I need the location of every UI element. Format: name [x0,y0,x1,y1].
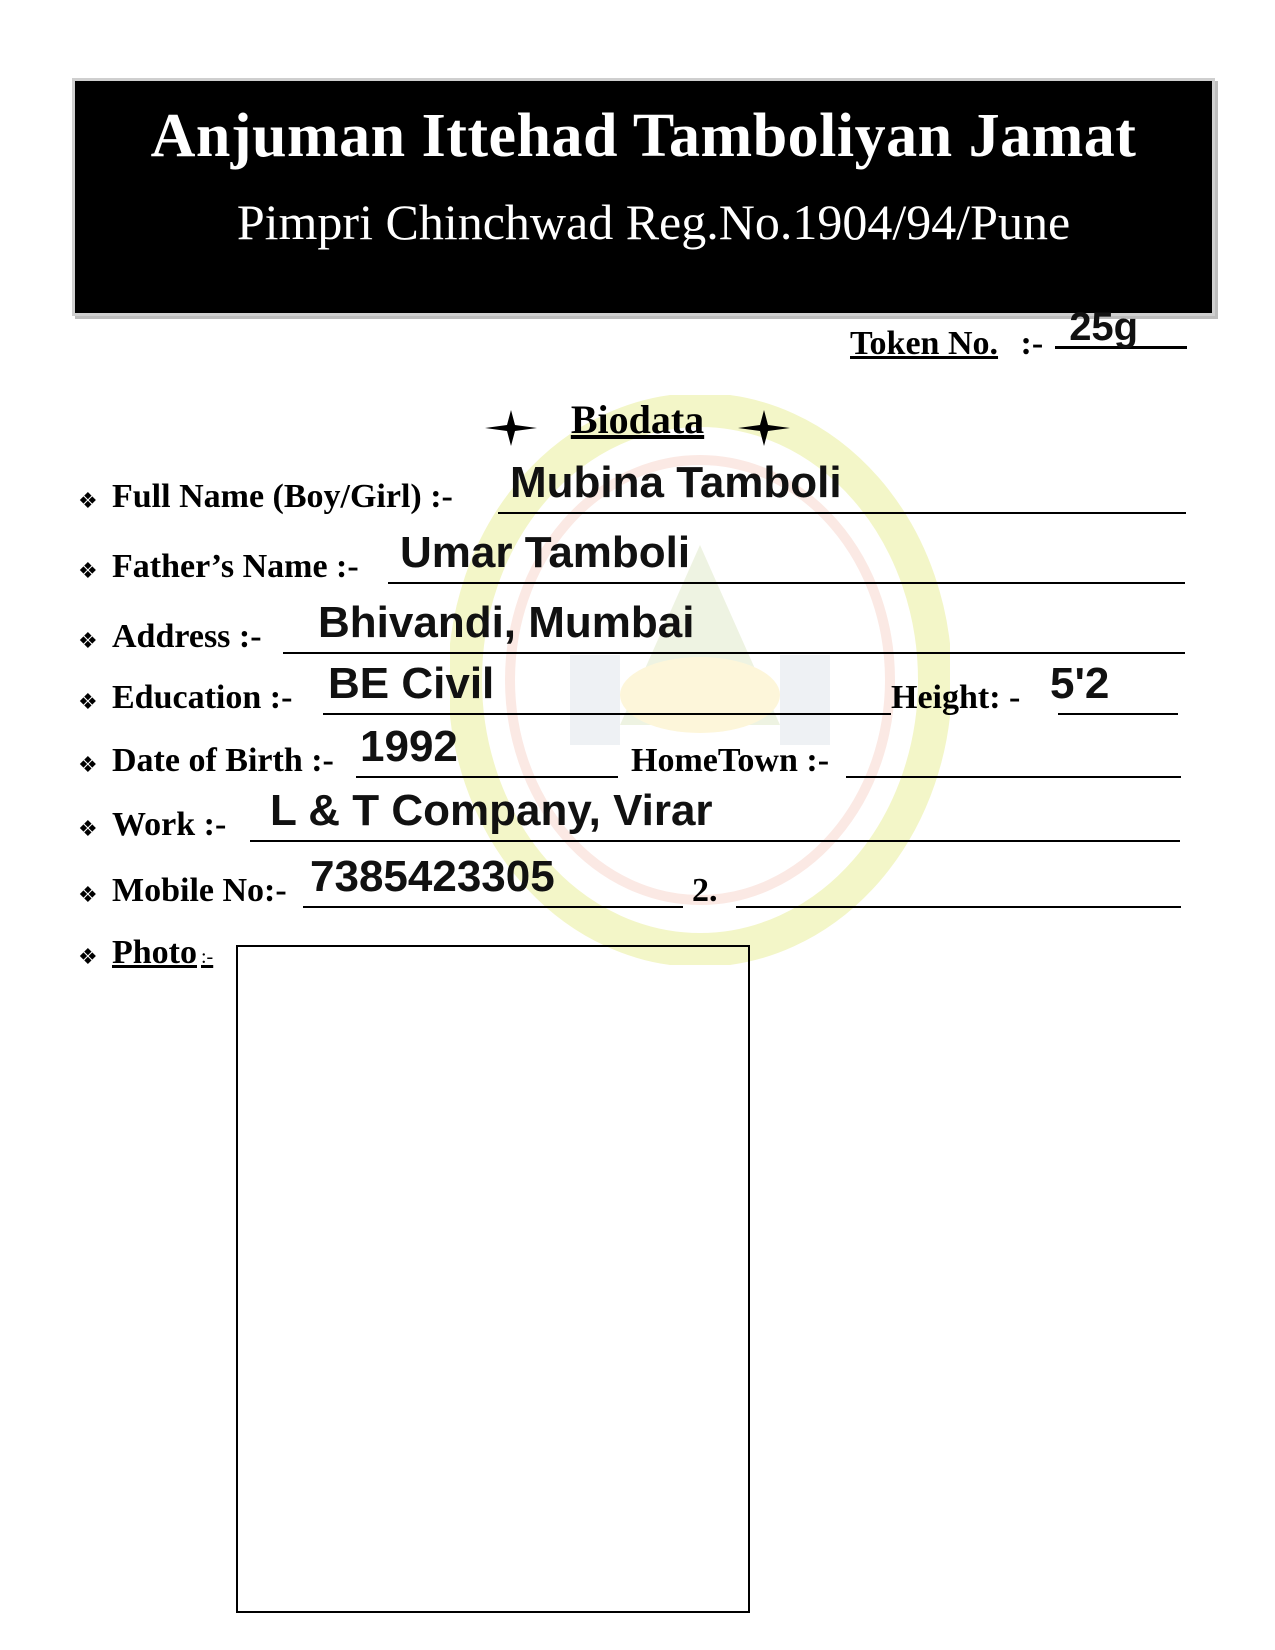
hometown-line [846,776,1181,778]
height-value[interactable]: 5'2 [1050,659,1110,708]
father-name-row [78,528,1198,592]
education-line [323,713,891,715]
biodata-title: Biodata [570,397,705,442]
token-number [850,305,1139,363]
header-banner [72,78,1215,316]
token-value: 25g [1055,308,1187,349]
diamond-bullet-icon: ❖ [78,689,98,714]
education-value[interactable]: BE Civil [328,659,495,708]
full-name-value[interactable]: Mubina Tamboli [510,458,842,507]
organization-title: Anjuman Ittehad Tamboliyan Jamat [150,102,1137,170]
address-line [283,652,1185,654]
height-label: Height: - [891,679,1021,716]
mobile-row [78,852,1198,916]
full-name-label: Full Name (Boy/Girl) :- [112,478,453,515]
dob-row [78,722,1198,786]
diamond-bullet-icon: ❖ [78,558,98,583]
education-row [78,659,1198,723]
four-point-star-icon [736,408,792,448]
full-name-line [498,512,1186,514]
dob-label: Date of Birth :- [112,742,334,779]
father-name-value[interactable]: Umar Tamboli [400,528,691,577]
mobile2-label: 2. [692,872,718,909]
work-line [250,840,1180,842]
organization-subtitle: Pimpri Chinchwad Reg.No.1904/94/Pune [236,194,1071,250]
diamond-bullet-icon: ❖ [78,628,98,653]
work-value[interactable]: L & T Company, Virar [270,786,713,835]
hometown-label: HomeTown :- [631,742,830,779]
father-name-line [388,582,1185,584]
mobile-label: Mobile No:- [112,872,287,909]
father-name-label: Father’s Name :- [112,548,359,585]
dob-line [356,776,618,778]
diamond-bullet-icon: ❖ [78,944,98,969]
photo-label: Photo :- [112,934,214,971]
mobile-line [303,906,683,908]
mobile-value[interactable]: 7385423305 [310,852,555,901]
biodata-heading [0,397,1275,448]
education-label: Education :- [112,679,293,716]
diamond-bullet-icon: ❖ [78,752,98,777]
height-line [1058,713,1178,715]
diamond-bullet-icon: ❖ [78,882,98,907]
full-name-row [78,458,1198,522]
address-label: Address :- [112,618,262,655]
diamond-bullet-icon: ❖ [78,488,98,513]
work-row [78,786,1198,850]
address-row [78,598,1198,662]
address-value[interactable]: Bhivandi, Mumbai [318,598,695,647]
token-label: Token No. [850,325,999,362]
four-point-star-icon [483,408,539,448]
dob-value[interactable]: 1992 [360,722,458,771]
token-separator: :- [1020,325,1044,362]
diamond-bullet-icon: ❖ [78,816,98,841]
mobile2-line [736,906,1181,908]
work-label: Work :- [112,806,227,843]
photo-box[interactable] [236,945,750,1613]
